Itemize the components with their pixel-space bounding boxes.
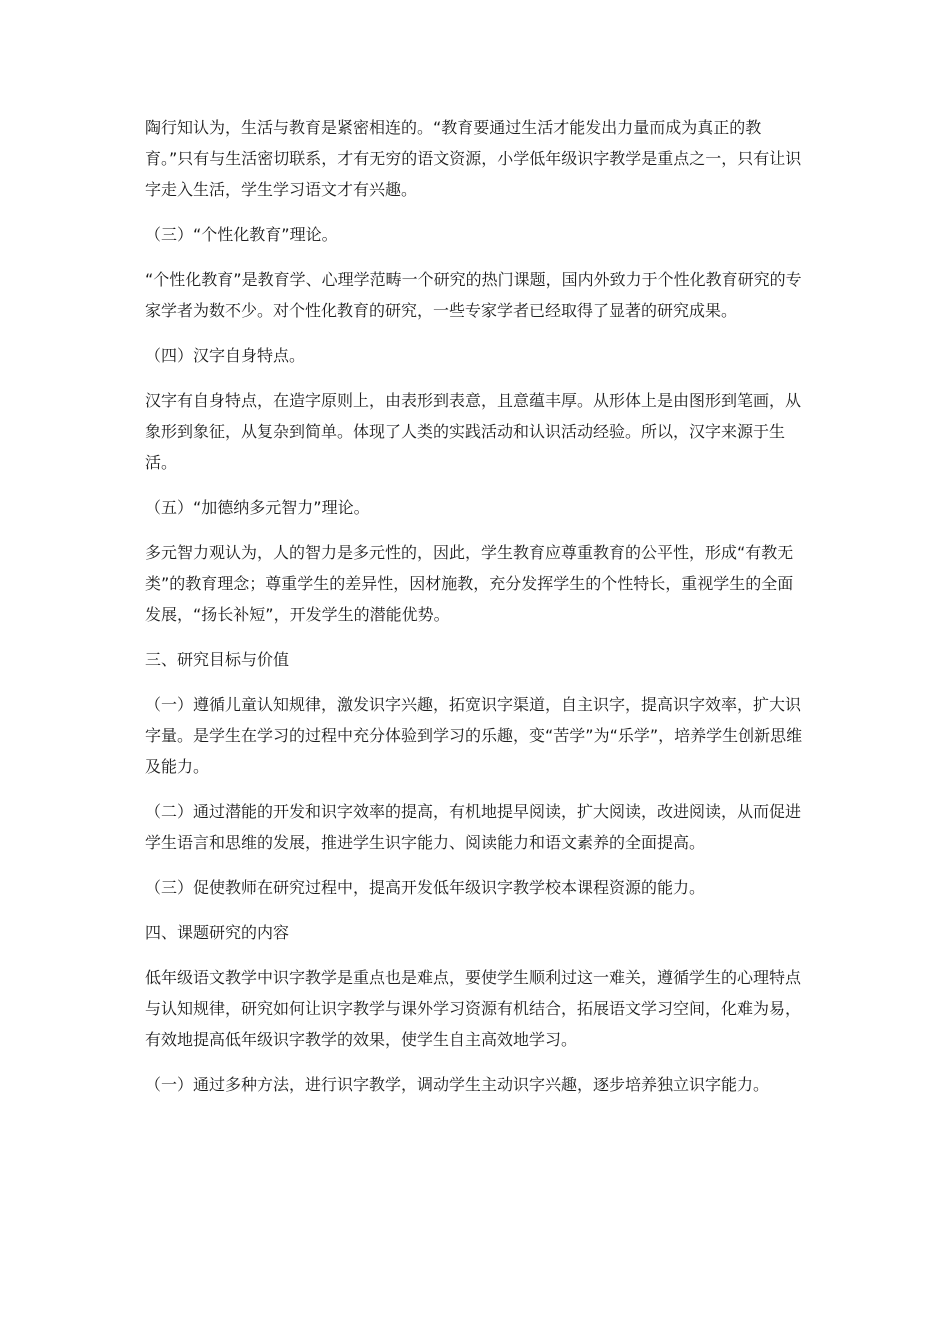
body-paragraph: （三）促使教师在研究过程中，提高开发低年级识字教学校本课程资源的能力。 (145, 878, 706, 897)
chapter-heading: 三、研究目标与价值 (145, 650, 290, 669)
body-paragraph: 陶行知认为，生活与教育是紧密相连的。“教育要通过生活才能发出力量而成为真正的教育。”只有与生活密切联系，才有无穷的语文资源，小学低年级识字教学是重点之一，只有让识字走入生活，学生学习语文才有兴趣。 (145, 118, 802, 199)
body-paragraph: （一）遵循儿童认知规律，激发识字兴趣，拓宽识字渠道，自主识字，提高识字效率，扩大识字量。是学生在学习的过程中充分体验到学习的乐趣，变“苦学”为“乐学”，培养学生创新思维及能力。 (145, 695, 803, 776)
body-paragraph: 汉字有自身特点，在造字原则上，由表形到表意，且意蕴丰厚。从形体上是由图形到笔画，从象形到象征，从复杂到简单。体现了人类的实践活动和认识活动经验。所以，汉字来源于生活。 (145, 391, 802, 472)
body-paragraph: （一）通过多种方法，进行识字教学，调动学生主动识字兴趣，逐步培养独立识字能力。 (145, 1075, 770, 1094)
body-paragraph: （二）通过潜能的开发和识字效率的提高，有机地提早阅读，扩大阅读，改进阅读，从而促进学生语言和思维的发展，推进学生识字能力、阅读能力和语文素养的全面提高。 (145, 802, 802, 852)
section-heading: （四）汉字自身特点。 (145, 346, 306, 365)
section-heading: （五）“加德纳多元智力”理论。 (145, 498, 370, 517)
section-heading: （三）“个性化教育”理论。 (145, 225, 338, 244)
chapter-heading: 四、课题研究的内容 (145, 923, 290, 942)
document-body (145, 112, 805, 1114)
body-paragraph: 低年级语文教学中识字教学是重点也是难点，要使学生顺利过这一难关，遵循学生的心理特点与认知规律，研究如何让识字教学与课外学习资源有机结合，拓展语文学习空间，化难为易，有效地提高低年级识字教学的效果，使学生自主高效地学习。 (145, 968, 802, 1049)
body-paragraph: “个性化教育”是教育学、心理学范畴一个研究的热门课题，国内外致力于个性化教育研究的专家学者为数不少。对个性化教育的研究，一些专家学者已经取得了显著的研究成果。 (145, 270, 802, 320)
body-paragraph: 多元智力观认为，人的智力是多元性的，因此，学生教育应尊重教育的公平性，形成“有教无类”的教育理念；尊重学生的差异性，因材施教，充分发挥学生的个性特长，重视学生的全面发展，“扬长补短”，开发学生的潜能优势。 (145, 543, 794, 624)
